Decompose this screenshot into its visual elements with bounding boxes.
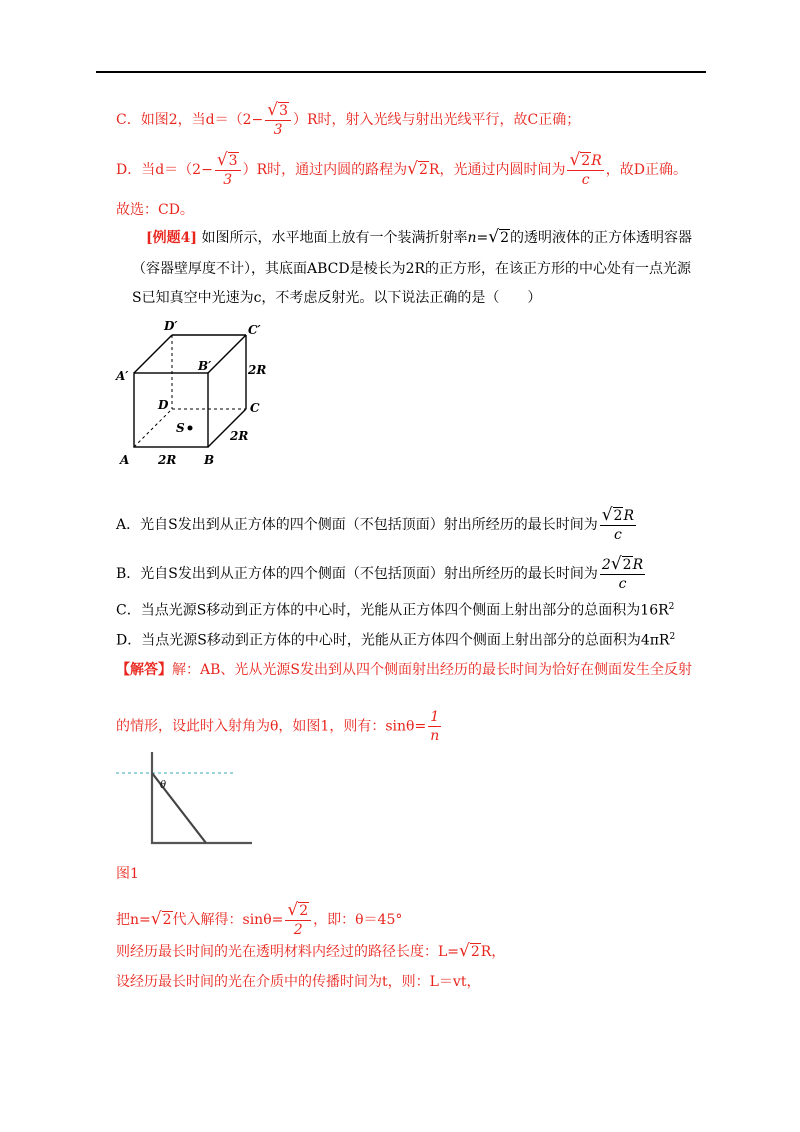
label-a: A: [120, 453, 130, 467]
header-rule: [96, 71, 706, 73]
solution-line-4: 则经历最长时间的光在透明材料内经过的路径长度：L= √ 2 R，: [116, 941, 506, 961]
figure-1: [112, 752, 272, 848]
solution-line-3: 把n= √ 2 代入解得：sinθ= √ 2 2 ，即：θ＝45°: [116, 900, 403, 938]
label-edge-depth: 2R: [230, 429, 249, 443]
label-s: S: [176, 421, 185, 435]
option-d-prev: D．当d＝（2− √ 3 3 ）R时，通过内圆的路程为 √ 2 R，光通过内圆时间为 √ 2 R c ，故D正确。: [116, 150, 687, 188]
option-c: C．当点光源S移动到正方体的中心时，光能从正方体四个侧面上射出部分的总面积为$16R^2$: [116, 602, 675, 619]
example-line-3: S已知真空中光速为c，不考虑反射光。以下说法正确的是（ ）: [132, 290, 542, 306]
solution-line-2: 的情形，设此时入射角为θ，如图1，则有：sinθ= $\frac{1}{n}$: [116, 709, 440, 744]
option-d: D．当点光源S移动到正方体的中心时，光能从正方体四个侧面上射出部分的总面积为$4\pi R^2$: [116, 632, 676, 649]
container-wall: [152, 752, 252, 843]
option-c-prev: C．如图2，当d＝（2− √ 3 3 ）R时，射入光线与射出光线平行，故C正确；: [116, 100, 581, 138]
example-line-1: [例题4] 如图所示，水平地面上放有一个装满折射率n= √ 2 的透明液体的正方体透明容器: [146, 227, 692, 247]
label-edge-bottom: 2R: [158, 453, 177, 467]
label-a-prime: A′: [116, 369, 129, 383]
option-b: B．光自S发出到从正方体的四个侧面（不包括顶面）射出所经历的最长时间为 2 √ 2 R c: [116, 554, 644, 592]
solution-line-1: 【解答】解：AB、光从光源S发出到从四个侧面射出经历的最长时间为恰好在侧面发生全反射: [116, 662, 692, 678]
solution-line-5: 设经历最长时间的光在介质中的传播时间为t，则：L＝vt，: [116, 974, 481, 990]
label-c-prime: C′: [248, 323, 261, 337]
label-c: C: [250, 401, 260, 415]
example-line-2: （容器壁厚度不计），其底面ABCD是棱长为2R的正方形，在该正方形的中心处有一点光源: [132, 261, 692, 277]
label-edge-right: 2R: [248, 363, 267, 377]
label-d: D: [158, 398, 169, 412]
answer-line: 故选：CD。: [116, 202, 194, 218]
light-source-dot: [188, 426, 193, 431]
label-b: B: [204, 453, 215, 467]
label-b-prime: B′: [198, 359, 212, 373]
option-a: A．光自S发出到从正方体的四个侧面（不包括顶面）射出所经历的最长时间为 √ 2 R c: [116, 505, 635, 543]
label-d-prime: D′: [164, 319, 178, 333]
figure-caption: 图1: [116, 866, 139, 882]
cube-figure: [112, 318, 282, 470]
front-face: [134, 373, 208, 447]
theta-label: θ: [160, 780, 167, 791]
